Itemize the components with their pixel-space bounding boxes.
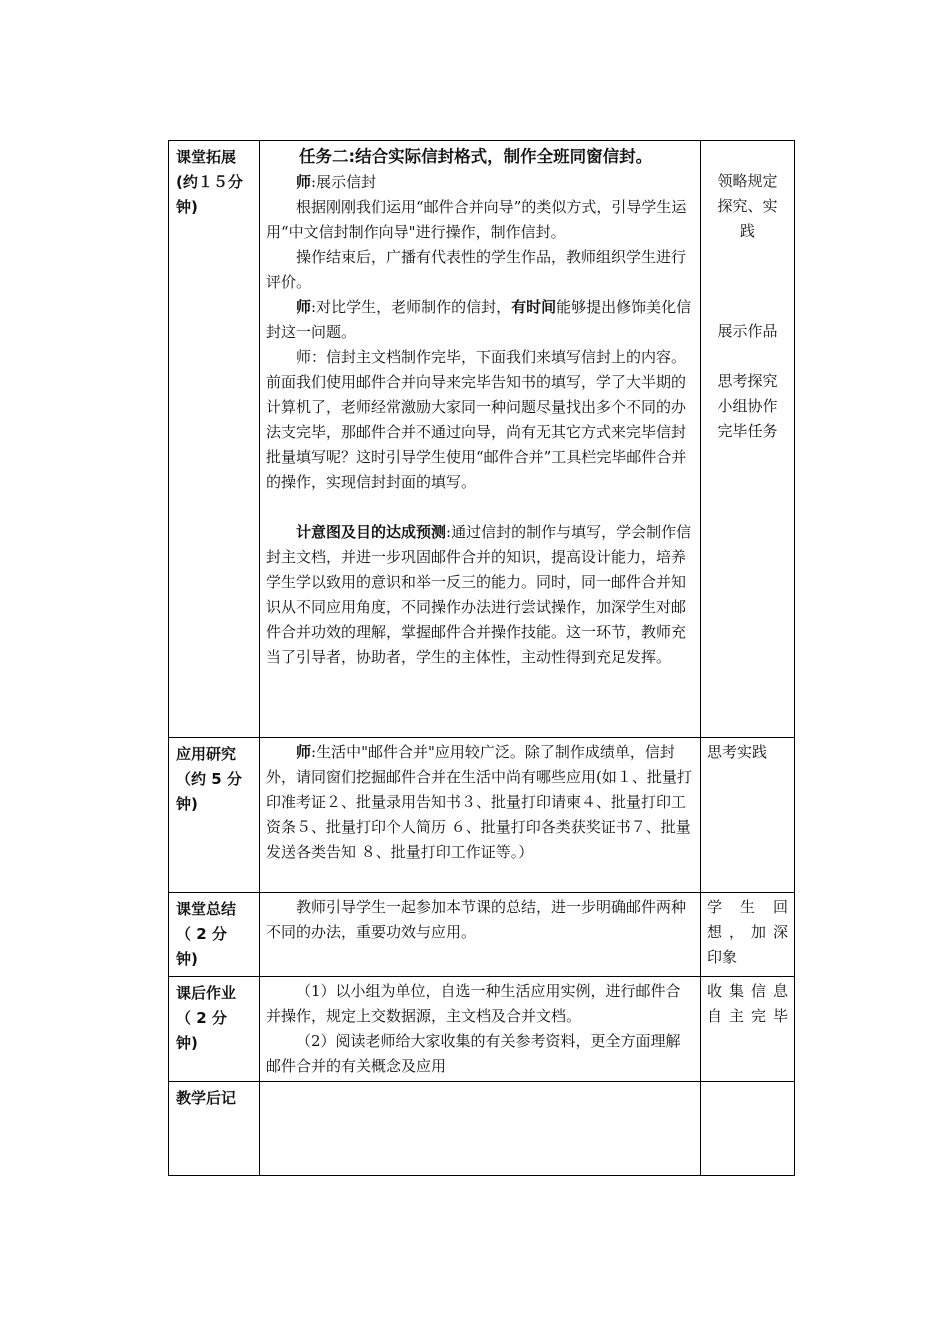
row-application-research <box>169 738 795 893</box>
activity-cell <box>701 893 795 977</box>
paragraph-compare <box>266 295 694 345</box>
stage-duration-unit: 钟) <box>176 1034 198 1052</box>
activity-line: 想，加深 <box>707 923 788 941</box>
content-cell <box>260 1082 701 1176</box>
compare-text-b: 能够提出修饰美化信封这一问题。 <box>266 298 692 341</box>
show-envelope-line <box>266 170 694 195</box>
paragraph-evaluation: 操作结束后，广播有代表性的学生作品，教师组织学生进行评价。 <box>266 248 687 291</box>
teacher-label: 师 <box>296 743 312 761</box>
paragraph-design-intent <box>266 520 694 670</box>
design-label: 计意图及目的达成预测 <box>296 523 447 541</box>
task-title: 任务二:结合实际信封格式，制作全班同窗信封。 <box>299 147 653 166</box>
content-cell <box>260 977 701 1082</box>
stage-cell <box>169 893 260 977</box>
activity-line: 印象 <box>707 948 738 966</box>
teacher-label: 师 <box>296 173 312 191</box>
stage-cell <box>169 977 260 1082</box>
stage-label: 课后作业 <box>176 984 237 1002</box>
content-cell <box>260 141 701 738</box>
stage-duration: (约１５分 <box>176 173 243 191</box>
activity-cell <box>701 1082 795 1176</box>
activity-line: 探究、实 <box>717 197 778 215</box>
activity-line: 思考探究 <box>717 372 778 390</box>
activity-cell <box>701 141 795 738</box>
content-cell <box>260 738 701 893</box>
show-envelope-text: :展示信封 <box>311 173 377 191</box>
application-body: :生活中"邮件合并"应用较广泛。除了制作成绩单，信封外，请同窗们挖掘邮件合并在生活中尚有哪些应用(如１、批量打印准考证２、批量录用告知书３、批量打印请柬４、批量打印工资条５、批量打印个人简历 ６、批量打印各类获奖证书７、批量发送各类告知 ８、批量打印工作证等。） <box>266 743 692 861</box>
row-homework <box>169 977 795 1082</box>
paragraph-wizard: 根据刚刚我们运用“邮件合并向导”的类似方式，引导学生运用“中文信封制作向导"进行操作，制作信封。 <box>266 198 687 241</box>
stage-label: 应用研究 <box>176 745 237 763</box>
stage-duration-unit: 钟) <box>176 950 198 968</box>
blank-line <box>266 495 694 520</box>
stage-duration: （ 2 分 <box>176 925 227 943</box>
activity-line: 自主完毕 <box>707 1007 788 1025</box>
design-text: :通过信封的制作与填写，学会制作信封主文档，并进一步巩固邮件合并的知识，提高设计能力，培养学生学以致用的意识和举一反三的能力。同时，同一邮件合并知识从不同应用角度，不同操作办法进行尝试操作，加深学生对邮件合并功效的理解，掌握邮件合并操作技能。这一环节，教师充当了引导者，协助者，学生的主体性，主动性得到充足发挥。 <box>266 523 692 666</box>
activity-line: 小组协作 <box>717 397 778 415</box>
activity-line: 思考实践 <box>707 743 768 761</box>
stage-cell <box>169 1082 260 1176</box>
activity-line: 收集信息 <box>707 982 788 1000</box>
application-text <box>266 740 694 865</box>
activity-group <box>707 319 788 344</box>
row-teaching-notes <box>169 1082 795 1176</box>
activity-line: 学 生 回 <box>707 898 788 916</box>
lesson-plan-table <box>168 140 795 1176</box>
summary-text: 教师引导学生一起参加本节课的总结，进一步明确邮件两种不同的办法，重要功效与应用。 <box>266 898 687 941</box>
stage-duration-unit: 钟) <box>176 198 198 216</box>
stage-duration: （ 2 分 <box>176 1009 227 1027</box>
row-classroom-summary <box>169 893 795 977</box>
teacher-label: 师 <box>296 298 312 316</box>
activity-line: 践 <box>739 222 755 240</box>
compare-bold: 有时间 <box>511 298 557 316</box>
stage-cell <box>169 141 260 738</box>
row-classroom-extension <box>169 141 795 738</box>
stage-label: 课堂总结 <box>176 900 237 918</box>
activity-cell <box>701 977 795 1082</box>
stage-duration-unit: 钟) <box>176 795 198 813</box>
stage-label: 教学后记 <box>176 1089 237 1107</box>
paragraph-fill-envelope: 师：信封主文档制作完毕，下面我们来填写信封上的内容。前面我们使用邮件合并向导来完毕告知书的填写，学了大半期的计算机了，老师经常激励大家同一种问题尽量找出多个不同的办法支完毕，那邮件合并不通过向导，尚有无其它方式来完毕信封批量填写呢？这时引导学生使用“邮件合并”工具栏完毕邮件合并的操作，实现信封封面的填写。 <box>266 348 687 491</box>
stage-duration: （约 5 分 <box>176 770 242 788</box>
stage-cell <box>169 738 260 893</box>
activity-group <box>707 369 788 444</box>
homework-item: （1）以小组为单位，自选一种生活应用实例，进行邮件合并操作，规定上交数据源，主文档及合并文档。 <box>266 982 681 1025</box>
activity-line: 完毕任务 <box>717 422 778 440</box>
spacer <box>707 344 788 369</box>
stage-label: 课堂拓展 <box>176 148 237 166</box>
activity-line: 领略规定 <box>717 172 778 190</box>
activity-cell <box>701 738 795 893</box>
activity-group <box>707 169 788 244</box>
homework-item: （2）阅读老师给大家收集的有关参考资料，更全方面理解邮件合并的有关概念及应用 <box>266 1032 681 1075</box>
compare-text-a: :对比学生，老师制作的信封， <box>311 298 512 316</box>
activity-line: 展示作品 <box>717 322 778 340</box>
content-cell <box>260 893 701 977</box>
spacer <box>707 244 788 319</box>
